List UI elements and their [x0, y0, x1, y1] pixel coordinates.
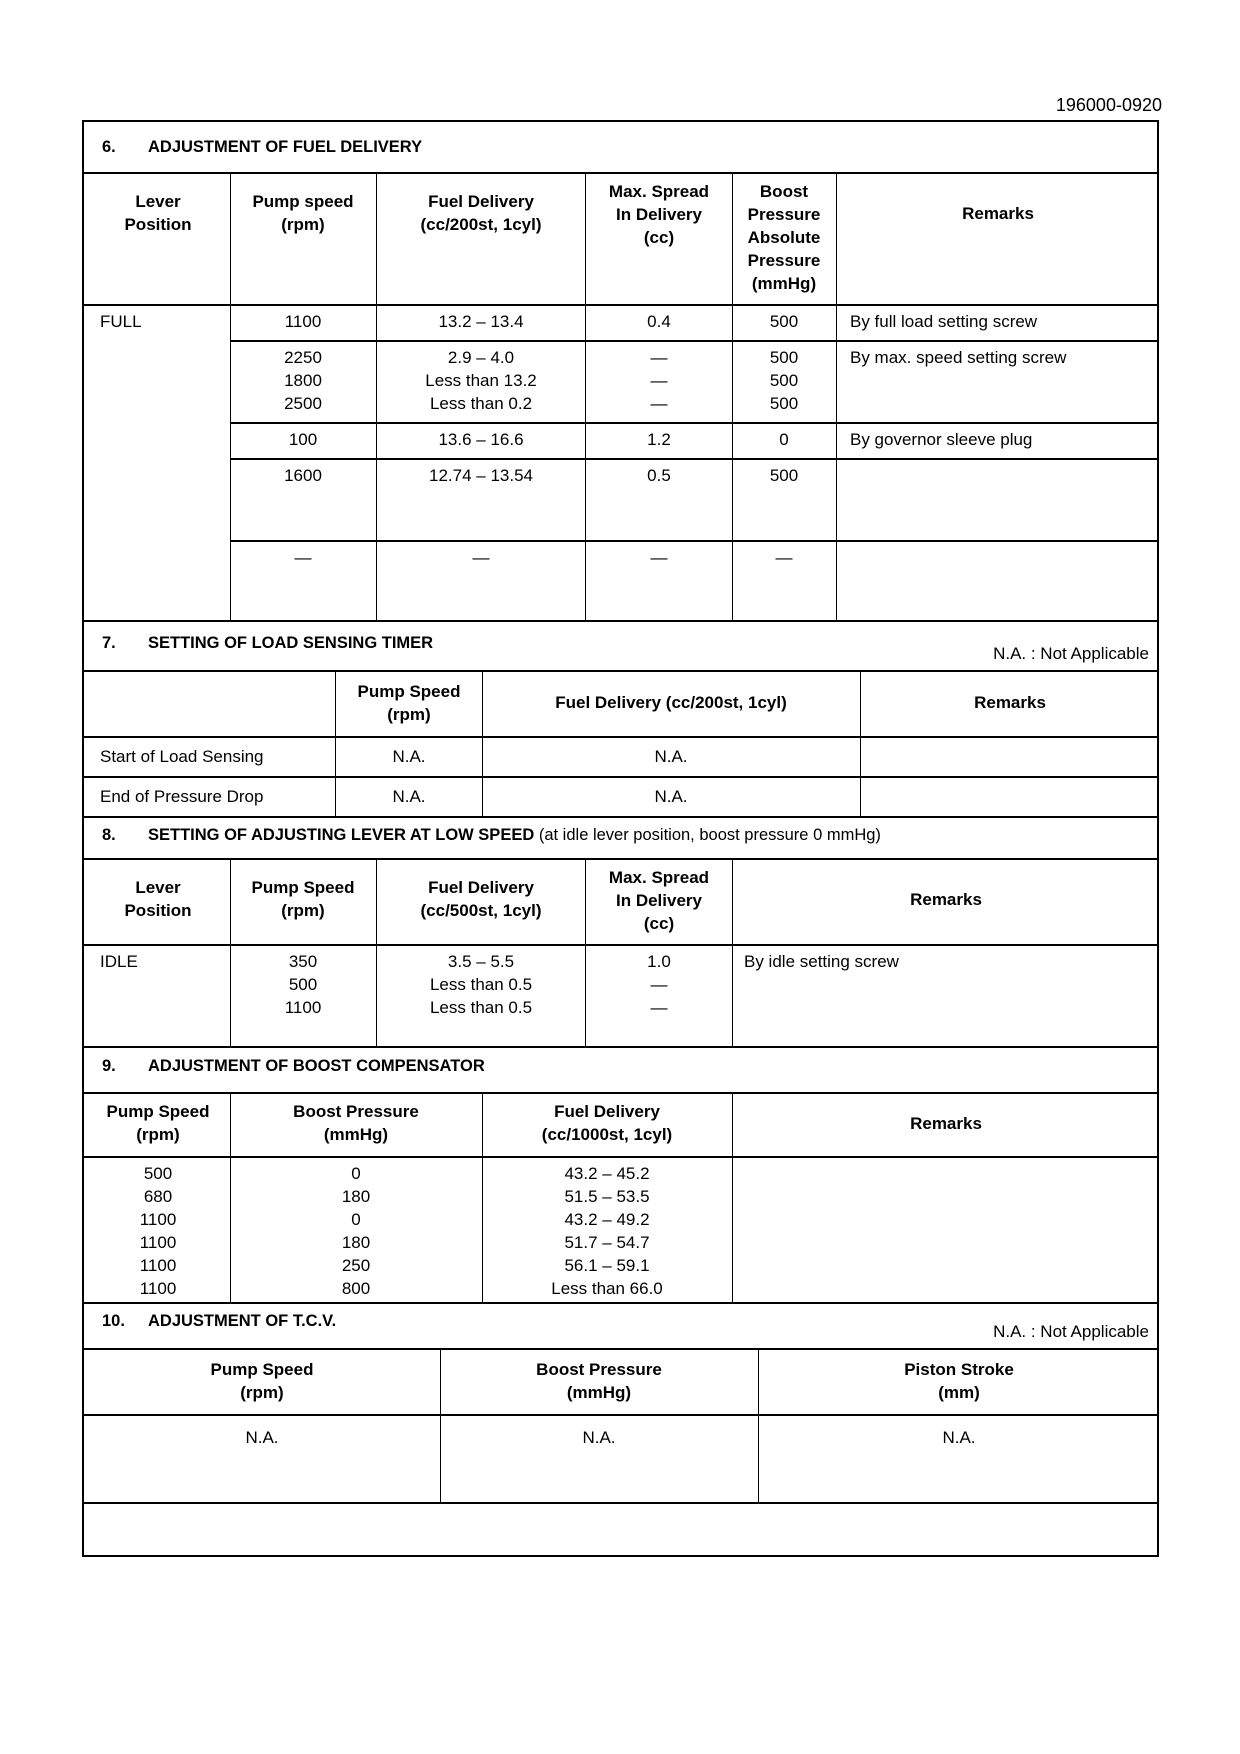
s9-header-fuel-delivery: Fuel Delivery (cc/1000st, 1cyl)	[541, 1102, 673, 1144]
s9-header-boost-pressure: Boost Pressure (mmHg)	[293, 1102, 419, 1144]
s6-header-boost-pressure: Boost Pressure Absolute Pressure (mmHg)	[747, 182, 821, 293]
specification-frame	[82, 120, 1159, 1557]
s7-row-fuel: N.A.	[654, 787, 688, 806]
s6-remark: By governor sleeve plug	[850, 430, 1033, 449]
s8-header-remarks: Remarks	[910, 890, 982, 909]
s6-lever-position: FULL	[100, 312, 142, 331]
s6-header-max-spread: Max. Spread In Delivery (cc)	[608, 182, 710, 247]
s6-max-spread: 1.2	[647, 430, 671, 449]
s7-row-fuel: N.A.	[654, 747, 688, 766]
s6-max-spread: —	[650, 548, 668, 567]
s8-remark: By idle setting screw	[744, 952, 899, 971]
s6-pump-speed: 100	[288, 430, 318, 449]
s8-header-max-spread: Max. Spread In Delivery (cc)	[608, 868, 710, 933]
s6-header-pump-speed: Pump speed (rpm)	[252, 192, 354, 234]
s7-header-pump-speed: Pump Speed (rpm)	[357, 682, 461, 724]
s10-pump-speed: N.A.	[245, 1428, 279, 1447]
s8-header-pump-speed: Pump Speed (rpm)	[251, 878, 355, 920]
s10-header-pump-speed: Pump Speed (rpm)	[210, 1360, 314, 1402]
s6-boost: 500	[769, 466, 799, 485]
s6-remark: By full load setting screw	[850, 312, 1038, 331]
document-number: 196000-0920	[1055, 95, 1162, 115]
s9-boost-pressure: 0 180 0 180 250 800	[341, 1164, 371, 1298]
s10-piston-stroke: N.A.	[942, 1428, 976, 1447]
s8-lever-position: IDLE	[100, 952, 138, 971]
s6-boost: 500 500 500	[769, 348, 799, 413]
s6-fuel-delivery: 12.74 – 13.54	[429, 466, 533, 485]
s7-header-remarks: Remarks	[974, 693, 1046, 712]
s6-header-fuel-delivery: Fuel Delivery (cc/200st, 1cyl)	[420, 192, 542, 234]
s6-header-lever: Lever Position	[124, 192, 192, 234]
s10-header-boost-pressure: Boost Pressure (mmHg)	[536, 1360, 662, 1402]
s6-boost: —	[775, 548, 793, 567]
s6-max-spread: 0.4	[647, 312, 671, 331]
s7-row-pump: N.A.	[392, 747, 426, 766]
s9-header-pump-speed: Pump Speed (rpm)	[106, 1102, 210, 1144]
s9-pump-speed: 500 680 1100 1100 1100 1100	[139, 1164, 177, 1298]
s8-max-spread: 1.0 — —	[647, 952, 671, 1017]
s6-header-remarks: Remarks	[962, 204, 1034, 223]
s8-header-fuel-delivery: Fuel Delivery (cc/500st, 1cyl)	[420, 878, 542, 920]
s9-fuel-delivery: 43.2 – 45.2 51.5 – 53.5 43.2 – 49.2 51.7 – 54.7 56.1 – 59.1 Less than 66.0	[551, 1164, 663, 1298]
section-8-title: 8. SETTING OF ADJUSTING LEVER AT LOW SPEED (at idle lever position, boost pressure 0 mmHg)	[102, 826, 881, 844]
s7-row-pump: N.A.	[392, 787, 426, 806]
s8-pump-speed: 350 500 1100	[284, 952, 322, 1017]
s10-na-note: N.A. : Not Applicable	[993, 1322, 1149, 1341]
section-9-title: 9. ADJUSTMENT OF BOOST COMPENSATOR	[102, 1057, 485, 1075]
s6-fuel-delivery: —	[472, 548, 490, 567]
section-10-title: 10. ADJUSTMENT OF T.C.V.	[102, 1312, 337, 1330]
s6-max-spread: 0.5	[647, 466, 671, 485]
s6-max-spread: — — —	[650, 348, 668, 413]
section-7-title: 7. SETTING OF LOAD SENSING TIMER	[102, 634, 434, 652]
s9-header-remarks: Remarks	[910, 1114, 982, 1133]
s6-remark: By max. speed setting screw	[850, 348, 1067, 367]
s6-boost: 0	[779, 430, 789, 449]
s6-pump-speed: —	[294, 548, 312, 567]
s10-header-piston-stroke: Piston Stroke (mm)	[904, 1360, 1014, 1402]
s6-pump-speed: 2250 1800 2500	[284, 348, 322, 413]
s6-boost: 500	[769, 312, 799, 331]
s6-pump-speed: 1100	[284, 312, 322, 331]
s8-header-lever: Lever Position	[124, 878, 192, 920]
s7-row-label: End of Pressure Drop	[100, 787, 264, 806]
s6-fuel-delivery: 2.9 – 4.0 Less than 13.2 Less than 0.2	[425, 348, 537, 413]
s6-pump-speed: 1600	[284, 466, 322, 485]
s6-fuel-delivery: 13.2 – 13.4	[438, 312, 524, 331]
s7-na-note: N.A. : Not Applicable	[993, 644, 1149, 663]
s7-row-label: Start of Load Sensing	[100, 747, 264, 766]
s10-boost-pressure: N.A.	[582, 1428, 616, 1447]
s8-title-note: (at idle lever position, boost pressure 0 mmHg)	[538, 826, 881, 844]
s6-fuel-delivery: 13.6 – 16.6	[438, 430, 524, 449]
section-6-title: 6. ADJUSTMENT OF FUEL DELIVERY	[102, 138, 423, 156]
s7-header-fuel-delivery: Fuel Delivery (cc/200st, 1cyl)	[555, 693, 787, 712]
s8-fuel-delivery: 3.5 – 5.5 Less than 0.5 Less than 0.5	[429, 952, 533, 1017]
